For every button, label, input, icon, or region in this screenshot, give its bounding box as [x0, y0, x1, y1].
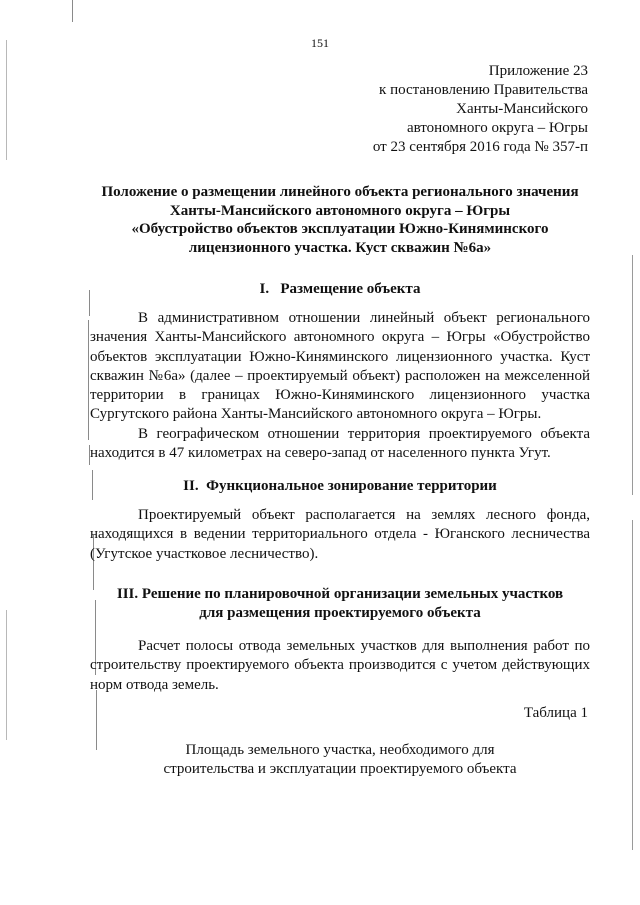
appendix-line: от 23 сентября 2016 года № 357-п [372, 139, 588, 155]
title-line: Ханты-Мансийского автономного округа – Югры [169, 202, 511, 219]
table-caption [90, 741, 590, 779]
section-3-body [90, 637, 590, 695]
scan-edge-mark [632, 255, 633, 495]
paragraph: Проектируемый объект располагается на землях лесного фонда, находящихся в ведении территориального отдела - Юганского лесничества (Угутское участковое лесничество). [90, 507, 590, 562]
scan-edge-mark [6, 40, 7, 160]
paragraph: В географическом отношении территория проектируемого объекта находится в 47 километрах на северо-запад от населенного пункта Угут. [90, 425, 590, 462]
appendix-line: к постановлению Правительства [379, 82, 588, 98]
section-heading-2 [90, 477, 590, 496]
section-heading-line: для размещения проектируемого объекта [199, 605, 481, 621]
title-line: «Обустройство объектов эксплуатации Южно-Киняминского [131, 221, 549, 237]
table-label: Таблица 1 [523, 705, 588, 721]
paragraph: Расчет полосы отвода земельных участков для выполнения работ по строительству проектируемого объекта производится с учетом действующих норм отвода земель. [90, 638, 590, 693]
scan-edge-mark [6, 610, 7, 740]
scan-edge-mark [632, 520, 633, 850]
section-heading-text: II. Функциональное зонирование территории [183, 478, 497, 494]
table-caption-line: строительства и эксплуатации проектируемого объекта [163, 761, 517, 777]
title-line: лицензионного участка. Куст скважин №6а» [188, 239, 492, 256]
scan-edge-mark [72, 0, 73, 22]
title-line: Положение о размещении линейного объекта регионального значения [101, 184, 579, 200]
table-caption-line: Площадь земельного участка, необходимого для [185, 742, 495, 758]
document-title [70, 183, 610, 257]
section-2-body [90, 506, 590, 564]
appendix-line: Приложение 23 [488, 63, 588, 79]
paragraph: В административном отношении линейный объект регионального значения Ханты-Мансийского автономного округа – Югры «Обустройство объектов эксплуатации Южно-Киняминского лицензионного участка. Куст скважин №6а» (далее – проектируемый объект) расположен на межселенной территории в границах Южно-Киняминского лицензионного участка Сургутского района Ханты-Мансийского автономного округа – Югры. [90, 310, 590, 423]
section-heading-1 [90, 280, 590, 299]
section-1-body [90, 309, 590, 463]
appendix-line: автономного округа – Югры [406, 120, 588, 136]
section-heading-3 [90, 585, 590, 623]
appendix-line: Ханты-Мансийского [456, 101, 588, 117]
section-heading-line: III. Решение по планировочной организации земельных участков [116, 586, 564, 602]
appendix-block [288, 62, 588, 157]
section-heading-text: I. Размещение объекта [259, 281, 421, 297]
page-number: 151 [311, 36, 329, 50]
scan-margin-line [88, 320, 89, 440]
